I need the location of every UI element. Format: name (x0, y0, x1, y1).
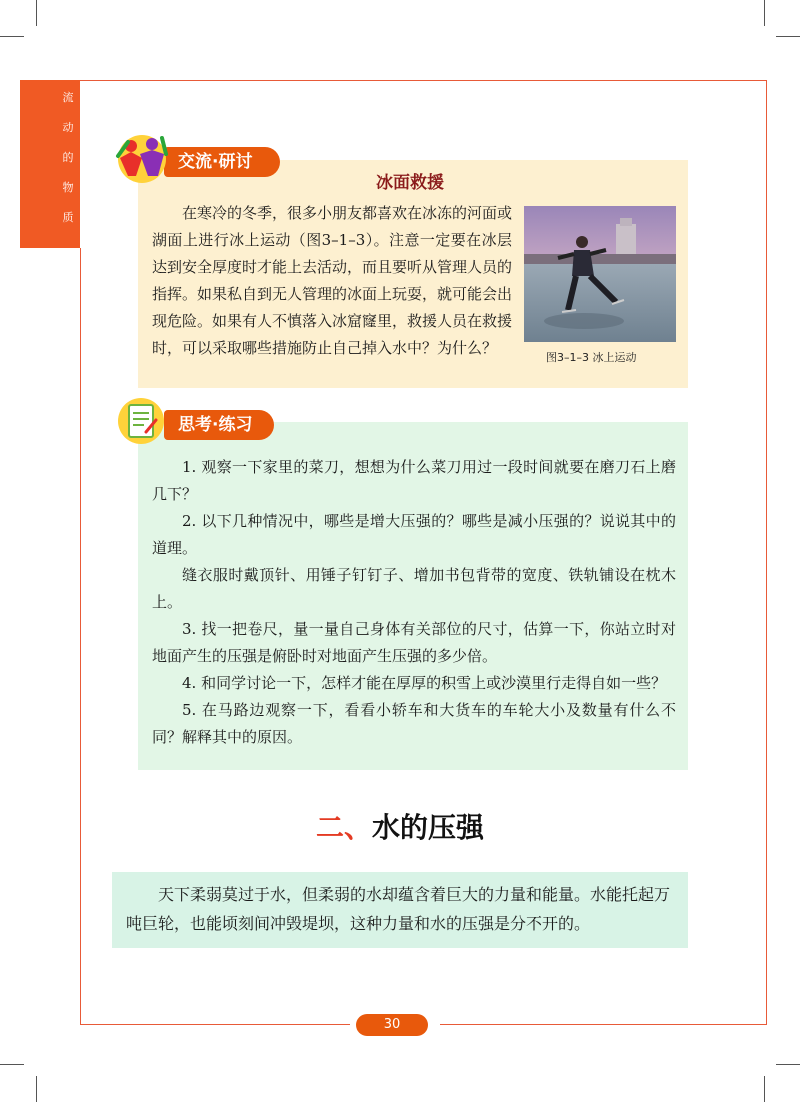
exercise-banner: 思考·练习 (164, 410, 274, 440)
crop-mark (0, 1064, 24, 1065)
page-number: 30 (356, 1014, 428, 1036)
crop-mark (36, 0, 37, 26)
section-heading (0, 806, 800, 846)
chapter-side-tab (20, 80, 80, 248)
exercise-list (152, 454, 676, 751)
frame-line (440, 1024, 766, 1025)
frame-line (80, 248, 81, 1024)
section-title: 冰面救援 (376, 173, 444, 193)
exercise-item: 1. 观察一下家里的菜刀，想想为什么菜刀用过一段时间就要在磨刀石上磨几下？ (152, 458, 676, 503)
ice-skating-photo (524, 206, 676, 342)
notepad-icon (116, 396, 166, 446)
people-icon (114, 132, 170, 186)
intro-paragraph: 天下柔弱莫过于水，但柔弱的水却蕴含着巨大的力量和能量。水能托起万吨巨轮，也能顷刻间冲毁堤坝，这种力量和水的压强是分不开的。 (112, 872, 688, 948)
side-tab-char: 动 (62, 121, 74, 134)
exercise-item: 缝衣服时戴顶针、用锤子钉钉子、增加书包背带的宽度、铁轨铺设在枕木上。 (152, 566, 676, 611)
crop-mark (764, 0, 765, 26)
crop-mark (0, 36, 24, 37)
figure-caption: 图3–1–3 冰上运动 (546, 351, 637, 364)
discussion-paragraph: 在寒冷的冬季，很多小朋友都喜欢在冰冻的河面或湖面上进行冰上运动（图3–1–3）。注意一定要在冰层达到安全厚度时才能上去活动，而且要听从管理人员的指挥。如果私自到无人管理的冰面上玩耍，就可能会出现危险。如果有人不慎落入冰窟窿里，救援人员在救援时，可以采取哪些措施防止自己掉入水中？为什么？ (152, 204, 513, 357)
discussion-banner: 交流·研讨 (164, 147, 280, 177)
section-heading-title: 水的压强 (372, 811, 485, 844)
side-tab-char: 的 (62, 151, 74, 164)
section-number: 二、 (315, 811, 372, 844)
frame-line (20, 80, 766, 81)
side-tab-char: 质 (62, 211, 74, 224)
side-tab-char: 物 (62, 181, 74, 194)
crop-mark (36, 1076, 37, 1102)
frame-line (80, 1024, 350, 1025)
exercise-item: 5. 在马路边观察一下，看看小轿车和大货车的车轮大小及数量有什么不同？解释其中的原因。 (152, 701, 676, 746)
crop-mark (776, 36, 800, 37)
exercise-item: 4. 和同学讨论一下，怎样才能在厚厚的积雪上或沙漠里行走得自如一些？ (182, 674, 667, 692)
frame-line (766, 80, 767, 1025)
exercise-item: 3. 找一把卷尺，量一量自己身体有关部位的尺寸，估算一下，你站立时对地面产生的压强是俯卧时对地面产生压强的多少倍。 (152, 620, 676, 665)
side-tab-char: 流 (62, 91, 74, 104)
crop-mark (776, 1064, 800, 1065)
crop-mark (764, 1076, 765, 1102)
exercise-item: 2. 以下几种情况中，哪些是增大压强的？哪些是减小压强的？说说其中的道理。 (152, 512, 676, 557)
